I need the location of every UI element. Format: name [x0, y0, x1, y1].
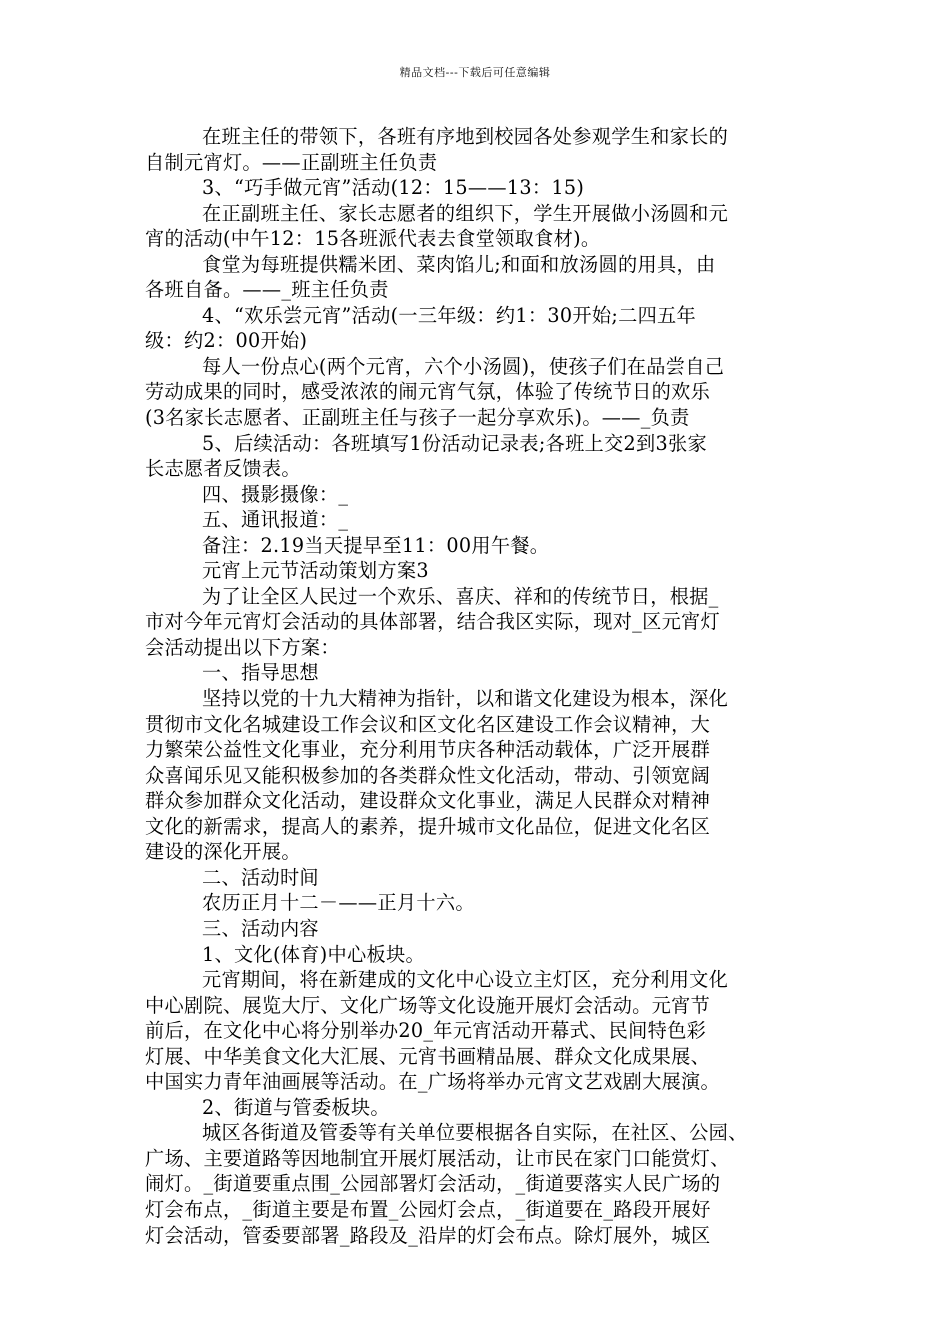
text-line: 长志愿者反馈表。 [145, 457, 301, 481]
text-line: 群众参加群众文化活动，建设群众文化事业，满足人民群众对精神 [145, 789, 711, 813]
text-line: 坚持以党的十九大精神为指针，以和谐文化建设为根本，深化 [202, 687, 729, 711]
text-line: 农历正月十二－——正月十六。 [202, 891, 475, 915]
text-line: 闹灯。_街道要重点围_公园部署灯会活动，_街道要落实人民广场的 [145, 1172, 721, 1196]
text-line: 二、活动时间 [202, 865, 319, 889]
text-line: 为了让全区人民过一个欢乐、喜庆、祥和的传统节日，根据_ [202, 584, 719, 608]
text-line: 一、指导思想 [202, 661, 319, 685]
document-body [145, 124, 810, 1248]
text-line: 四、摄影摄像：_ [202, 482, 349, 506]
text-line: 前后，在文化中心将分别举办20_年元宵活动开幕式、民间特色彩 [145, 1019, 707, 1043]
text-line: 元宵期间，将在新建成的文化中心设立主灯区，充分利用文化 [202, 968, 729, 992]
text-line: 食堂为每班提供糯米团、菜肉馅儿;和面和放汤圆的用具，由 [202, 252, 716, 276]
text-line: 级：约2：00开始) [145, 329, 308, 353]
text-line: 力繁荣公益性文化事业，充分利用节庆各种活动载体，广泛开展群 [145, 738, 711, 762]
text-line: 广场、主要道路等因地制宜开展灯展活动，让市民在家门口能赏灯、 [145, 1146, 730, 1170]
text-line: 每人一份点心(两个元宵，六个小汤圆)，使孩子们在品尝自己 [202, 354, 725, 378]
text-line: 元宵上元节活动策划方案3 [202, 559, 429, 583]
text-line: 建设的深化开展。 [145, 840, 301, 864]
text-line: (3名家长志愿者、正副班主任与孩子一起分享欢乐)。——_负责 [145, 406, 690, 430]
text-line: 各班自备。——_班主任负责 [145, 278, 389, 302]
text-line: 灯展、中华美食文化大汇展、元宵书画精品展、群众文化成果展、 [145, 1044, 711, 1068]
text-line: 五、通讯报道：_ [202, 508, 349, 532]
text-line: 在正副班主任、家长志愿者的组织下，学生开展做小汤圆和元 [202, 201, 729, 225]
text-line: 市对今年元宵灯会活动的具体部署，结合我区实际，现对_区元宵灯 [145, 610, 721, 634]
text-line: 会活动提出以下方案： [145, 635, 340, 659]
text-line: 灯会布点，_街道主要是布置_公园灯会点，_街道要在_路段开展好 [145, 1197, 711, 1221]
text-line: 劳动成果的同时，感受浓浓的闹元宵气氛，体验了传统节日的欢乐 [145, 380, 711, 404]
text-line: 5、后续活动：各班填写1份活动记录表;各班上交2到3张家 [202, 431, 708, 455]
text-line: 三、活动内容 [202, 916, 319, 940]
text-line: 4、“欢乐尝元宵”活动(一三年级：约1：30开始;二四五年 [202, 303, 697, 327]
text-line: 宵的活动(中午12：15各班派代表去食堂领取食材)。 [145, 227, 601, 251]
page-header: 精品文档---下载后可任意编辑 [399, 66, 551, 79]
text-line: 中心剧院、展览大厅、文化广场等文化设施开展灯会活动。元宵节 [145, 993, 711, 1017]
text-line: 众喜闻乐见又能积极参加的各类群众性文化活动，带动、引领宽阔 [145, 763, 711, 787]
text-line: 文化的新需求，提高人的素养，提升城市文化品位，促进文化名区 [145, 814, 711, 838]
text-line: 2、街道与管委板块。 [202, 1095, 390, 1119]
text-line: 城区各街道及管委等有关单位要根据各自实际，在社区、公园、 [202, 1121, 748, 1145]
text-line: 备注：2.19当天提早至11：00用午餐。 [202, 533, 550, 557]
text-line: 1、文化(体育)中心板块。 [202, 942, 425, 966]
text-line: 在班主任的带领下，各班有序地到校园各处参观学生和家长的 [202, 125, 729, 148]
text-line: 3、“巧手做元宵”活动(12：15——13：15) [202, 176, 585, 200]
text-line: 中国实力青年油画展等活动。在_广场将举办元宵文艺戏剧大展演。 [145, 1070, 721, 1094]
text-line: 贯彻市文化名城建设工作会议和区文化名区建设工作会议精神，大 [145, 712, 711, 736]
text-line: 自制元宵灯。——正副班主任负责 [145, 150, 438, 174]
text-line: 灯会活动，管委要部署_路段及_沿岸的灯会布点。除灯展外，城区 [145, 1223, 711, 1247]
